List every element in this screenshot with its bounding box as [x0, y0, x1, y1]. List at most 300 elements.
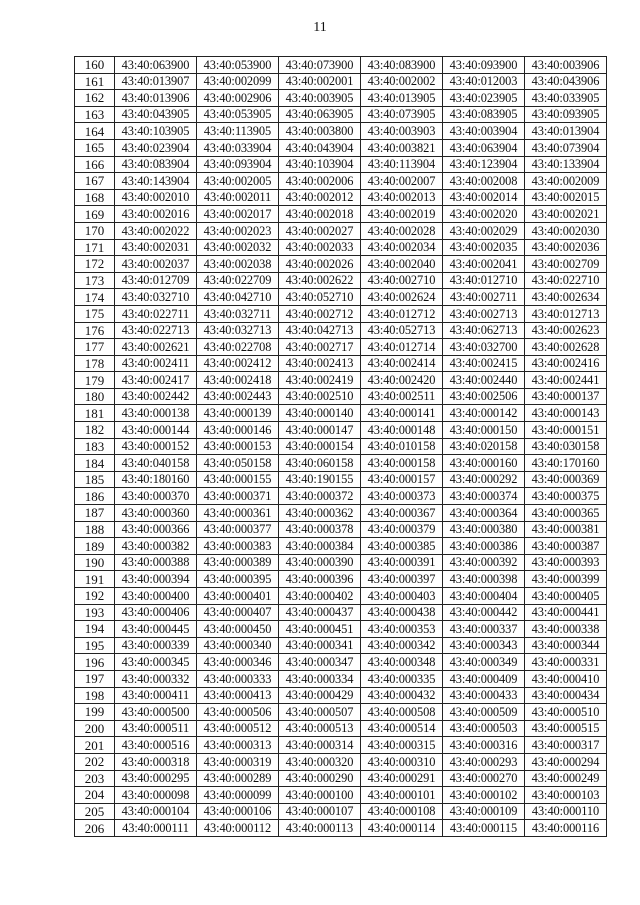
- cadastral-number-cell: 43:40:000434: [525, 687, 607, 704]
- table-row: [75, 471, 607, 488]
- cadastral-number-cell: 43:40:000346: [197, 654, 279, 671]
- cadastral-number-cell: 43:40:030158: [525, 438, 607, 455]
- cadastral-number-cell: 43:40:000116: [525, 820, 607, 837]
- cadastral-number-cell: 43:40:000399: [525, 571, 607, 588]
- cadastral-number-cell: 43:40:000409: [443, 670, 525, 687]
- cadastral-number-cell: 43:40:000115: [443, 820, 525, 837]
- table-row: [75, 156, 607, 173]
- cadastral-number-cell: 43:40:000142: [443, 405, 525, 422]
- cadastral-number-cell: 43:40:000333: [197, 670, 279, 687]
- cadastral-number-cell: 43:40:002002: [361, 73, 443, 90]
- cadastral-number-cell: 43:40:002416: [525, 355, 607, 372]
- cadastral-number-cell: 43:40:000101: [361, 787, 443, 804]
- cadastral-number-cell: 43:40:000513: [279, 720, 361, 737]
- cadastral-number-cell: 43:40:103905: [115, 123, 197, 140]
- table-row: [75, 405, 607, 422]
- cadastral-number-cell: 43:40:000349: [443, 654, 525, 671]
- cadastral-number-cell: 43:40:002712: [279, 305, 361, 322]
- cadastral-number-cell: 43:40:012710: [443, 272, 525, 289]
- cadastral-number-cell: 43:40:000432: [361, 687, 443, 704]
- cadastral-number-cell: 43:40:002008: [443, 173, 525, 190]
- cadastral-number-cell: 43:40:103904: [279, 156, 361, 173]
- cadastral-number-cell: 43:40:002036: [525, 239, 607, 256]
- cadastral-number-cell: 43:40:113904: [361, 156, 443, 173]
- cadastral-number-cell: 43:40:000372: [279, 488, 361, 505]
- cadastral-number-cell: 43:40:012709: [115, 272, 197, 289]
- cadastral-number-cell: 43:40:002419: [279, 372, 361, 389]
- cadastral-number-cell: 43:40:000373: [361, 488, 443, 505]
- row-number-cell: 165: [75, 139, 115, 156]
- cadastral-number-cell: 43:40:013905: [361, 90, 443, 107]
- cadastral-number-cell: 43:40:000389: [197, 554, 279, 571]
- cadastral-number-cell: 43:40:002418: [197, 372, 279, 389]
- cadastral-number-cell: 43:40:002020: [443, 206, 525, 223]
- row-number-cell: 172: [75, 256, 115, 273]
- cadastral-number-cell: 43:40:000139: [197, 405, 279, 422]
- cadastral-number-cell: 43:40:000318: [115, 753, 197, 770]
- cadastral-number-cell: 43:40:000295: [115, 770, 197, 787]
- cadastral-number-cell: 43:40:000331: [525, 654, 607, 671]
- cadastral-number-cell: 43:40:000413: [197, 687, 279, 704]
- cadastral-number-cell: 43:40:032711: [197, 305, 279, 322]
- cadastral-number-cell: 43:40:002411: [115, 355, 197, 372]
- cadastral-number-cell: 43:40:063905: [279, 106, 361, 123]
- row-number-cell: 188: [75, 521, 115, 538]
- cadastral-number-cell: 43:40:000334: [279, 670, 361, 687]
- row-number-cell: 184: [75, 455, 115, 472]
- table-row: [75, 305, 607, 322]
- cadastral-number-cell: 43:40:002717: [279, 339, 361, 356]
- cadastral-number-cell: 43:40:000393: [525, 554, 607, 571]
- row-number-cell: 201: [75, 737, 115, 754]
- cadastral-number-cell: 43:40:002041: [443, 256, 525, 273]
- table-row: [75, 521, 607, 538]
- cadastral-number-cell: 43:40:000310: [361, 753, 443, 770]
- row-number-cell: 170: [75, 222, 115, 239]
- cadastral-number-cell: 43:40:000398: [443, 571, 525, 588]
- row-number-cell: 189: [75, 538, 115, 555]
- cadastral-number-cell: 43:40:093905: [525, 106, 607, 123]
- cadastral-number-cell: 43:40:000345: [115, 654, 197, 671]
- table-row: [75, 388, 607, 405]
- cadastral-number-cell: 43:40:003906: [525, 57, 607, 74]
- cadastral-number-cell: 43:40:000388: [115, 554, 197, 571]
- row-number-cell: 167: [75, 173, 115, 190]
- cadastral-number-cell: 43:40:002011: [197, 189, 279, 206]
- cadastral-number-cell: 43:40:002032: [197, 239, 279, 256]
- cadastral-number-cell: 43:40:000381: [525, 521, 607, 538]
- table-row: [75, 538, 607, 555]
- cadastral-number-cell: 43:40:002417: [115, 372, 197, 389]
- row-number-cell: 190: [75, 554, 115, 571]
- cadastral-number-cell: 43:40:022708: [197, 339, 279, 356]
- table-row: [75, 206, 607, 223]
- cadastral-number-cell: 43:40:002028: [361, 222, 443, 239]
- cadastral-number-cell: 43:40:003800: [279, 123, 361, 140]
- cadastral-number-cell: 43:40:000270: [443, 770, 525, 787]
- cadastral-number-cell: 43:40:013906: [115, 90, 197, 107]
- row-number-cell: 162: [75, 90, 115, 107]
- cadastral-number-cell: 43:40:000391: [361, 554, 443, 571]
- cadastral-number-cell: 43:40:003905: [279, 90, 361, 107]
- cadastral-number-cell: 43:40:033905: [525, 90, 607, 107]
- cadastral-number-cell: 43:40:000503: [443, 720, 525, 737]
- cadastral-number-cell: 43:40:000107: [279, 803, 361, 820]
- cadastral-number-cell: 43:40:000429: [279, 687, 361, 704]
- row-number-cell: 199: [75, 704, 115, 721]
- cadastral-number-cell: 43:40:000148: [361, 422, 443, 439]
- cadastral-number-cell: 43:40:002511: [361, 388, 443, 405]
- cadastral-number-cell: 43:40:113905: [197, 123, 279, 140]
- cadastral-number-cell: 43:40:000292: [443, 471, 525, 488]
- table-row: [75, 704, 607, 721]
- cadastral-number-cell: 43:40:083905: [443, 106, 525, 123]
- cadastral-number-cell: 43:40:000360: [115, 505, 197, 522]
- cadastral-number-cell: 43:40:000316: [443, 737, 525, 754]
- cadastral-number-cell: 43:40:000098: [115, 787, 197, 804]
- cadastral-number-cell: 43:40:000451: [279, 621, 361, 638]
- cadastral-number-cell: 43:40:000375: [525, 488, 607, 505]
- table-body: [75, 57, 607, 837]
- cadastral-number-cell: 43:40:002412: [197, 355, 279, 372]
- cadastral-number-cell: 43:40:043905: [115, 106, 197, 123]
- cadastral-number-cell: 43:40:000433: [443, 687, 525, 704]
- cadastral-number-cell: 43:40:043904: [279, 139, 361, 156]
- cadastral-number-cell: 43:40:000374: [443, 488, 525, 505]
- cadastral-number-cell: 43:40:002442: [115, 388, 197, 405]
- cadastral-number-cell: 43:40:002415: [443, 355, 525, 372]
- table-row: [75, 322, 607, 339]
- cadastral-number-cell: 43:40:002001: [279, 73, 361, 90]
- table-row: [75, 687, 607, 704]
- cadastral-number-cell: 43:40:000137: [525, 388, 607, 405]
- cadastral-number-cell: 43:40:032700: [443, 339, 525, 356]
- cadastral-number-cell: 43:40:002510: [279, 388, 361, 405]
- cadastral-number-cell: 43:40:002711: [443, 289, 525, 306]
- row-number-cell: 202: [75, 753, 115, 770]
- cadastral-number-cell: 43:40:000506: [197, 704, 279, 721]
- cadastral-number-cell: 43:40:000113: [279, 820, 361, 837]
- cadastral-number-cell: 43:40:000100: [279, 787, 361, 804]
- cadastral-number-cell: 43:40:000450: [197, 621, 279, 638]
- row-number-cell: 194: [75, 621, 115, 638]
- cadastral-number-cell: 43:40:002441: [525, 372, 607, 389]
- cadastral-number-cell: 43:40:000400: [115, 588, 197, 605]
- cadastral-number-cell: 43:40:002018: [279, 206, 361, 223]
- cadastral-number-cell: 43:40:000291: [361, 770, 443, 787]
- cadastral-number-cell: 43:40:000141: [361, 405, 443, 422]
- cadastral-number-cell: 43:40:170160: [525, 455, 607, 472]
- cadastral-number-cell: 43:40:002035: [443, 239, 525, 256]
- cadastral-number-cell: 43:40:033904: [197, 139, 279, 156]
- table-row: [75, 222, 607, 239]
- cadastral-number-cell: 43:40:002628: [525, 339, 607, 356]
- table-row: [75, 820, 607, 837]
- cadastral-number-cell: 43:40:093904: [197, 156, 279, 173]
- page-number: 11: [313, 20, 327, 35]
- table-row: [75, 355, 607, 372]
- cadastral-number-cell: 43:40:000365: [525, 505, 607, 522]
- cadastral-number-cell: 43:40:000405: [525, 588, 607, 605]
- cadastral-number-cell: 43:40:000320: [279, 753, 361, 770]
- cadastral-number-cell: 43:40:002440: [443, 372, 525, 389]
- cadastral-number-cell: 43:40:000516: [115, 737, 197, 754]
- cadastral-number-cell: 43:40:000364: [443, 505, 525, 522]
- cadastral-number-cell: 43:40:003904: [443, 123, 525, 140]
- cadastral-number-cell: 43:40:000500: [115, 704, 197, 721]
- row-number-cell: 177: [75, 339, 115, 356]
- table-row: [75, 637, 607, 654]
- cadastral-number-cell: 43:40:002634: [525, 289, 607, 306]
- cadastral-number-cell: 43:40:000160: [443, 455, 525, 472]
- cadastral-number-cell: 43:40:000114: [361, 820, 443, 837]
- cadastral-number-cell: 43:40:093900: [443, 57, 525, 74]
- cadastral-number-cell: 43:40:000140: [279, 405, 361, 422]
- cadastral-number-cell: 43:40:000442: [443, 604, 525, 621]
- cadastral-number-cell: 43:40:000144: [115, 422, 197, 439]
- cadastral-number-cell: 43:40:000385: [361, 538, 443, 555]
- cadastral-number-cell: 43:40:002015: [525, 189, 607, 206]
- table-row: [75, 339, 607, 356]
- table-row: [75, 106, 607, 123]
- cadastral-number-cell: 43:40:000112: [197, 820, 279, 837]
- cadastral-number-cell: 43:40:083904: [115, 156, 197, 173]
- table-row: [75, 173, 607, 190]
- cadastral-number-cell: 43:40:002010: [115, 189, 197, 206]
- table-row: [75, 139, 607, 156]
- cadastral-number-cell: 43:40:000340: [197, 637, 279, 654]
- cadastral-number-cell: 43:40:022711: [115, 305, 197, 322]
- table-row: [75, 654, 607, 671]
- cadastral-number-cell: 43:40:000512: [197, 720, 279, 737]
- table-row: [75, 90, 607, 107]
- cadastral-number-cell: 43:40:000108: [361, 803, 443, 820]
- row-number-cell: 204: [75, 787, 115, 804]
- table-row: [75, 770, 607, 787]
- row-number-cell: 171: [75, 239, 115, 256]
- table-row: [75, 554, 607, 571]
- row-number-cell: 181: [75, 405, 115, 422]
- cadastral-number-cell: 43:40:000146: [197, 422, 279, 439]
- cadastral-number-cell: 43:40:002623: [525, 322, 607, 339]
- cadastral-number-cell: 43:40:013904: [525, 123, 607, 140]
- cadastral-number-cell: 43:40:002413: [279, 355, 361, 372]
- cadastral-number-cell: 43:40:012003: [443, 73, 525, 90]
- row-number-cell: 173: [75, 272, 115, 289]
- cadastral-number-cell: 43:40:000395: [197, 571, 279, 588]
- cadastral-number-cell: 43:40:000410: [525, 670, 607, 687]
- cadastral-number-cell: 43:40:023904: [115, 139, 197, 156]
- table-row: [75, 73, 607, 90]
- table-row: [75, 737, 607, 754]
- cadastral-number-cell: 43:40:000103: [525, 787, 607, 804]
- cadastral-number-cell: 43:40:002710: [361, 272, 443, 289]
- table-row: [75, 505, 607, 522]
- cadastral-number-cell: 43:40:000377: [197, 521, 279, 538]
- cadastral-number-cell: 43:40:000508: [361, 704, 443, 721]
- row-number-cell: 191: [75, 571, 115, 588]
- table-row: [75, 372, 607, 389]
- cadastral-number-cell: 43:40:002414: [361, 355, 443, 372]
- cadastral-number-cell: 43:40:002506: [443, 388, 525, 405]
- cadastral-number-cell: 43:40:000514: [361, 720, 443, 737]
- cadastral-number-cell: 43:40:002420: [361, 372, 443, 389]
- cadastral-number-cell: 43:40:000143: [525, 405, 607, 422]
- row-number-cell: 179: [75, 372, 115, 389]
- table-row: [75, 621, 607, 638]
- cadastral-number-cell: 43:40:000152: [115, 438, 197, 455]
- cadastral-number-cell: 43:40:073905: [361, 106, 443, 123]
- table-row: [75, 189, 607, 206]
- cadastral-number-cell: 43:40:190155: [279, 471, 361, 488]
- table-row: [75, 787, 607, 804]
- row-number-cell: 205: [75, 803, 115, 820]
- cadastral-number-cell: 43:40:060158: [279, 455, 361, 472]
- cadastral-number-cell: 43:40:000367: [361, 505, 443, 522]
- cadastral-number-cell: 43:40:000109: [443, 803, 525, 820]
- cadastral-number-cell: 43:40:000390: [279, 554, 361, 571]
- cadastral-number-cell: 43:40:000394: [115, 571, 197, 588]
- cadastral-number-cell: 43:40:000445: [115, 621, 197, 638]
- row-number-cell: 163: [75, 106, 115, 123]
- cadastral-number-cell: 43:40:002022: [115, 222, 197, 239]
- cadastral-number-cell: 43:40:012714: [361, 339, 443, 356]
- cadastral-number-cell: 43:40:063900: [115, 57, 197, 74]
- cadastral-number-cell: 43:40:012712: [361, 305, 443, 322]
- table-row: [75, 803, 607, 820]
- row-number-cell: 192: [75, 588, 115, 605]
- cadastral-number-cell: 43:40:000102: [443, 787, 525, 804]
- cadastral-number-cell: 43:40:002019: [361, 206, 443, 223]
- cadastral-number-cell: 43:40:000509: [443, 704, 525, 721]
- cadastral-number-cell: 43:40:000387: [525, 538, 607, 555]
- cadastral-number-cell: 43:40:000403: [361, 588, 443, 605]
- row-number-cell: 193: [75, 604, 115, 621]
- row-number-cell: 196: [75, 654, 115, 671]
- cadastral-number-cell: 43:40:002016: [115, 206, 197, 223]
- cadastral-number-cell: 43:40:083900: [361, 57, 443, 74]
- cadastral-number-cell: 43:40:000315: [361, 737, 443, 754]
- cadastral-number-cell: 43:40:002038: [197, 256, 279, 273]
- cadastral-number-cell: 43:40:002030: [525, 222, 607, 239]
- cadastral-number-cell: 43:40:000099: [197, 787, 279, 804]
- cadastral-number-cell: 43:40:000380: [443, 521, 525, 538]
- table-row: [75, 588, 607, 605]
- cadastral-number-cell: 43:40:023905: [443, 90, 525, 107]
- cadastral-number-cell: 43:40:000294: [525, 753, 607, 770]
- cadastral-number-cell: 43:40:003903: [361, 123, 443, 140]
- cadastral-number-cell: 43:40:002026: [279, 256, 361, 273]
- cadastral-number-cell: 43:40:000369: [525, 471, 607, 488]
- cadastral-number-cell: 43:40:000402: [279, 588, 361, 605]
- cadastral-number-cell: 43:40:000249: [525, 770, 607, 787]
- table-row: [75, 239, 607, 256]
- cadastral-number-cell: 43:40:180160: [115, 471, 197, 488]
- cadastral-number-cell: 43:40:032710: [115, 289, 197, 306]
- row-number-cell: 182: [75, 422, 115, 439]
- cadastral-number-cell: 43:40:000150: [443, 422, 525, 439]
- cadastral-number-cell: 43:40:000342: [361, 637, 443, 654]
- cadastral-number-cell: 43:40:002624: [361, 289, 443, 306]
- cadastral-number-cell: 43:40:020158: [443, 438, 525, 455]
- cadastral-number-cell: 43:40:000441: [525, 604, 607, 621]
- cadastral-number-cell: 43:40:000510: [525, 704, 607, 721]
- table-row: [75, 720, 607, 737]
- cadastral-number-cell: 43:40:000106: [197, 803, 279, 820]
- cadastral-number-cell: 43:40:000151: [525, 422, 607, 439]
- cadastral-number-cell: 43:40:000110: [525, 803, 607, 820]
- cadastral-number-cell: 43:40:000158: [361, 455, 443, 472]
- cadastral-number-cell: 43:40:002621: [115, 339, 197, 356]
- cadastral-number-cell: 43:40:000397: [361, 571, 443, 588]
- cadastral-numbers-table: [74, 56, 607, 837]
- cadastral-numbers-table-wrapper: [74, 56, 607, 837]
- table-row: [75, 488, 607, 505]
- cadastral-number-cell: 43:40:000379: [361, 521, 443, 538]
- cadastral-number-cell: 43:40:000404: [443, 588, 525, 605]
- cadastral-number-cell: 43:40:042710: [197, 289, 279, 306]
- cadastral-number-cell: 43:40:022709: [197, 272, 279, 289]
- cadastral-number-cell: 43:40:010158: [361, 438, 443, 455]
- cadastral-number-cell: 43:40:002031: [115, 239, 197, 256]
- cadastral-number-cell: 43:40:000411: [115, 687, 197, 704]
- cadastral-number-cell: 43:40:000371: [197, 488, 279, 505]
- cadastral-number-cell: 43:40:002006: [279, 173, 361, 190]
- table-row: [75, 256, 607, 273]
- row-number-cell: 186: [75, 488, 115, 505]
- cadastral-number-cell: 43:40:000378: [279, 521, 361, 538]
- cadastral-number-cell: 43:40:000401: [197, 588, 279, 605]
- cadastral-number-cell: 43:40:043906: [525, 73, 607, 90]
- row-number-cell: 180: [75, 388, 115, 405]
- cadastral-number-cell: 43:40:000396: [279, 571, 361, 588]
- cadastral-number-cell: 43:40:002014: [443, 189, 525, 206]
- cadastral-number-cell: 43:40:000157: [361, 471, 443, 488]
- table-row: [75, 123, 607, 140]
- cadastral-number-cell: 43:40:000406: [115, 604, 197, 621]
- cadastral-number-cell: 43:40:052713: [361, 322, 443, 339]
- row-number-cell: 197: [75, 670, 115, 687]
- cadastral-number-cell: 43:40:000392: [443, 554, 525, 571]
- cadastral-number-cell: 43:40:000319: [197, 753, 279, 770]
- row-number-cell: 183: [75, 438, 115, 455]
- cadastral-number-cell: 43:40:002099: [197, 73, 279, 90]
- cadastral-number-cell: 43:40:000154: [279, 438, 361, 455]
- cadastral-number-cell: 43:40:000289: [197, 770, 279, 787]
- cadastral-number-cell: 43:40:000335: [361, 670, 443, 687]
- cadastral-number-cell: 43:40:000339: [115, 637, 197, 654]
- cadastral-number-cell: 43:40:002906: [197, 90, 279, 107]
- cadastral-number-cell: 43:40:073900: [279, 57, 361, 74]
- cadastral-number-cell: 43:40:052710: [279, 289, 361, 306]
- cadastral-number-cell: 43:40:000407: [197, 604, 279, 621]
- cadastral-number-cell: 43:40:000313: [197, 737, 279, 754]
- table-row: [75, 571, 607, 588]
- row-number-cell: 200: [75, 720, 115, 737]
- cadastral-number-cell: 43:40:022713: [115, 322, 197, 339]
- row-number-cell: 168: [75, 189, 115, 206]
- cadastral-number-cell: 43:40:002007: [361, 173, 443, 190]
- cadastral-number-cell: 43:40:002005: [197, 173, 279, 190]
- cadastral-number-cell: 43:40:002040: [361, 256, 443, 273]
- cadastral-number-cell: 43:40:000438: [361, 604, 443, 621]
- table-row: [75, 438, 607, 455]
- row-number-cell: 203: [75, 770, 115, 787]
- cadastral-number-cell: 43:40:000348: [361, 654, 443, 671]
- cadastral-number-cell: 43:40:000353: [361, 621, 443, 638]
- cadastral-number-cell: 43:40:002622: [279, 272, 361, 289]
- cadastral-number-cell: 43:40:000138: [115, 405, 197, 422]
